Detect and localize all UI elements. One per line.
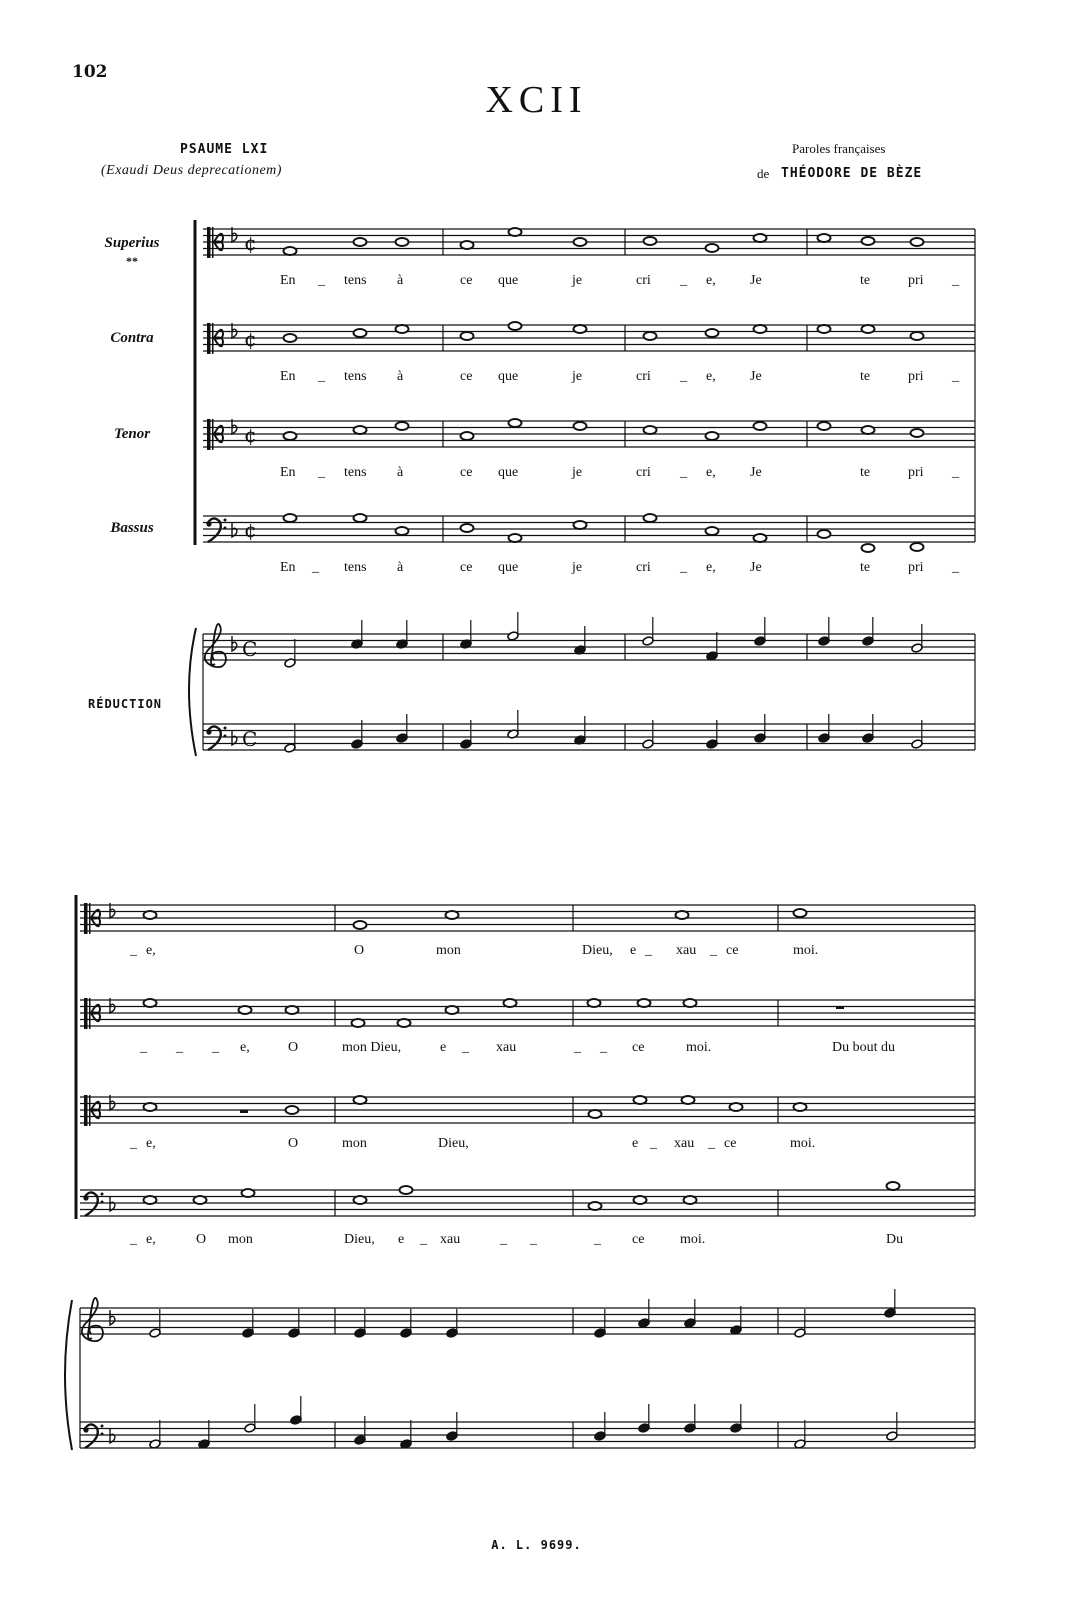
syllable: _ bbox=[680, 369, 687, 384]
whole-note bbox=[354, 514, 367, 522]
flat-icon bbox=[110, 1310, 115, 1325]
syllable: e, bbox=[146, 1232, 156, 1247]
whole-note bbox=[684, 1196, 697, 1204]
syllable: _ bbox=[500, 1232, 507, 1247]
syllable: _ bbox=[952, 369, 959, 384]
c-clef-icon bbox=[207, 419, 223, 450]
credit-line: Paroles françaises bbox=[792, 141, 886, 156]
whole-note bbox=[754, 534, 767, 542]
whole-note bbox=[354, 238, 367, 246]
whole-note bbox=[862, 544, 875, 552]
syllable: ce bbox=[460, 369, 473, 384]
whole-note bbox=[461, 332, 474, 340]
whole-note bbox=[730, 1103, 743, 1111]
whole-note bbox=[634, 1096, 647, 1104]
syllable: Je bbox=[750, 465, 762, 480]
reduction-label: RÉDUCTION bbox=[88, 697, 163, 711]
cut-time-icon: ¢ bbox=[244, 423, 257, 447]
syllable: te bbox=[860, 273, 871, 288]
whole-note bbox=[354, 921, 367, 929]
syllable: xau bbox=[440, 1232, 461, 1247]
whole-note bbox=[684, 999, 697, 1007]
c-clef-icon bbox=[84, 1095, 100, 1126]
syllable: _ bbox=[312, 560, 319, 575]
syllable: cri bbox=[636, 465, 651, 480]
whole-note bbox=[638, 999, 651, 1007]
whole-note bbox=[286, 1006, 299, 1014]
rest-icon bbox=[240, 1110, 248, 1113]
syllable: cri bbox=[636, 560, 651, 575]
whole-note bbox=[911, 332, 924, 340]
syllable: Du bout du bbox=[832, 1040, 895, 1055]
whole-note bbox=[644, 514, 657, 522]
whole-note bbox=[574, 325, 587, 333]
whole-note bbox=[818, 422, 831, 430]
whole-note bbox=[509, 534, 522, 542]
syllable: Je bbox=[750, 369, 762, 384]
syllable: ce bbox=[460, 273, 473, 288]
whole-note bbox=[509, 228, 522, 236]
whole-note bbox=[396, 422, 409, 430]
syllable: e, bbox=[706, 465, 716, 480]
whole-note bbox=[396, 238, 409, 246]
c-clef-icon bbox=[207, 323, 223, 354]
whole-note bbox=[911, 429, 924, 437]
syllable: _ bbox=[462, 1040, 469, 1055]
syllable: xau bbox=[674, 1136, 695, 1151]
whole-note bbox=[284, 514, 297, 522]
syllable: _ bbox=[530, 1232, 537, 1247]
whole-note bbox=[446, 911, 459, 919]
syllable: Dieu, bbox=[582, 943, 613, 958]
syllable: O bbox=[354, 943, 365, 958]
whole-note bbox=[911, 238, 924, 246]
whole-note bbox=[446, 1006, 459, 1014]
brace-icon bbox=[65, 1300, 72, 1450]
rest-icon bbox=[836, 1006, 844, 1009]
whole-note bbox=[574, 238, 587, 246]
whole-note bbox=[682, 1096, 695, 1104]
whole-note bbox=[144, 1196, 157, 1204]
syllable: _ bbox=[645, 943, 652, 958]
whole-note bbox=[676, 911, 689, 919]
whole-note bbox=[461, 524, 474, 532]
syllable: e bbox=[630, 943, 637, 958]
syllable: Je bbox=[750, 560, 762, 575]
whole-note bbox=[706, 432, 719, 440]
common-time-icon: C bbox=[242, 727, 258, 751]
whole-note bbox=[862, 426, 875, 434]
syllable: _ bbox=[212, 1040, 219, 1055]
syllable: _ bbox=[680, 560, 687, 575]
syllable: tens bbox=[344, 465, 367, 480]
piece-title: XCII bbox=[485, 79, 588, 121]
whole-note bbox=[589, 1202, 602, 1210]
syllable: que bbox=[498, 369, 519, 384]
syllable: cri bbox=[636, 273, 651, 288]
whole-note bbox=[509, 322, 522, 330]
syllable: e, bbox=[706, 560, 716, 575]
syllable: e, bbox=[706, 273, 716, 288]
whole-note bbox=[754, 325, 767, 333]
whole-note bbox=[706, 329, 719, 337]
syllable: _ bbox=[130, 943, 137, 958]
syllable: ce bbox=[726, 943, 739, 958]
syllable: e bbox=[398, 1232, 405, 1247]
voice-label-tenor: Tenor bbox=[113, 426, 151, 442]
syllable: tens bbox=[344, 273, 367, 288]
cut-time-icon: ¢ bbox=[244, 518, 257, 542]
whole-note bbox=[574, 422, 587, 430]
brace-icon bbox=[189, 628, 196, 756]
syllable: _ bbox=[420, 1232, 427, 1247]
whole-note bbox=[862, 237, 875, 245]
whole-note bbox=[504, 999, 517, 1007]
syllable: que bbox=[498, 560, 519, 575]
syllable: pri bbox=[908, 465, 924, 480]
syllable: tens bbox=[344, 369, 367, 384]
whole-note bbox=[644, 332, 657, 340]
syllable: à bbox=[397, 560, 404, 575]
syllable: _ bbox=[140, 1040, 147, 1055]
syllable: _ bbox=[680, 273, 687, 288]
syllable: je bbox=[572, 369, 583, 384]
voice-label-bassus: Bassus bbox=[110, 520, 154, 536]
syllable: En bbox=[280, 369, 296, 384]
whole-note bbox=[398, 1019, 411, 1027]
syllable: moi. bbox=[680, 1232, 706, 1247]
c-clef-icon bbox=[207, 227, 223, 258]
syllable: à bbox=[397, 465, 404, 480]
syllable: mon bbox=[342, 1136, 367, 1151]
cut-time-icon: ¢ bbox=[244, 231, 257, 255]
whole-note bbox=[706, 244, 719, 252]
whole-note bbox=[144, 999, 157, 1007]
syllable: te bbox=[860, 560, 871, 575]
syllable: ce bbox=[724, 1136, 737, 1151]
whole-note bbox=[818, 325, 831, 333]
common-time-icon: C bbox=[242, 637, 258, 661]
syllable: e, bbox=[706, 369, 716, 384]
syllable: mon bbox=[228, 1232, 253, 1247]
syllable: _ bbox=[318, 273, 325, 288]
syllable: moi. bbox=[686, 1040, 712, 1055]
latin-incipit: (Exaudi Deus deprecationem) bbox=[101, 163, 282, 178]
syllable: te bbox=[860, 369, 871, 384]
whole-note bbox=[644, 237, 657, 245]
syllable: que bbox=[498, 273, 519, 288]
whole-note bbox=[509, 419, 522, 427]
whole-note bbox=[818, 530, 831, 538]
publisher-plate: A. L. 9699. bbox=[491, 1538, 582, 1552]
whole-note bbox=[400, 1186, 413, 1194]
whole-note bbox=[461, 241, 474, 249]
whole-note bbox=[911, 543, 924, 551]
syllable: _ bbox=[318, 369, 325, 384]
syllable: Je bbox=[750, 273, 762, 288]
c-clef-icon bbox=[84, 998, 100, 1029]
syllable: _ bbox=[318, 465, 325, 480]
whole-note bbox=[574, 521, 587, 529]
syllable: pri bbox=[908, 369, 924, 384]
whole-note bbox=[706, 527, 719, 535]
whole-note bbox=[862, 325, 875, 333]
syllable: je bbox=[572, 465, 583, 480]
voice-label-superius: Superius bbox=[104, 235, 160, 251]
syllable: mon bbox=[436, 943, 461, 958]
syllable: En bbox=[280, 273, 296, 288]
syllable: Dieu, bbox=[438, 1136, 469, 1151]
whole-note bbox=[239, 1006, 252, 1014]
whole-note bbox=[354, 426, 367, 434]
whole-note bbox=[794, 1103, 807, 1111]
syllable: e bbox=[440, 1040, 447, 1055]
credit-author: THÉODORE DE BÈZE bbox=[781, 166, 923, 181]
syllable: e, bbox=[146, 1136, 156, 1151]
syllable: xau bbox=[496, 1040, 517, 1055]
syllable: ce bbox=[460, 465, 473, 480]
syllable: moi. bbox=[790, 1136, 816, 1151]
syllable: Dieu, bbox=[344, 1232, 375, 1247]
cut-time-icon: ¢ bbox=[244, 327, 257, 351]
whole-note bbox=[754, 234, 767, 242]
credit-de: de bbox=[757, 166, 770, 181]
syllable: _ bbox=[952, 465, 959, 480]
syllable: ce bbox=[632, 1232, 645, 1247]
syllable: _ bbox=[952, 560, 959, 575]
whole-note bbox=[644, 426, 657, 434]
syllable: pri bbox=[908, 273, 924, 288]
whole-note bbox=[589, 1110, 602, 1118]
syllable: xau bbox=[676, 943, 697, 958]
whole-note bbox=[284, 432, 297, 440]
syllable: à bbox=[397, 369, 404, 384]
whole-note bbox=[194, 1196, 207, 1204]
syllable: pri bbox=[908, 560, 924, 575]
voice-mark: ** bbox=[126, 254, 138, 268]
syllable: _ bbox=[574, 1040, 581, 1055]
syllable: je bbox=[572, 560, 583, 575]
whole-note bbox=[396, 527, 409, 535]
page-number: 102 bbox=[72, 62, 108, 82]
whole-note bbox=[284, 247, 297, 255]
syllable: _ bbox=[708, 1136, 715, 1151]
flat-icon bbox=[232, 636, 237, 651]
syllable: ce bbox=[632, 1040, 645, 1055]
whole-note bbox=[818, 234, 831, 242]
whole-note bbox=[354, 329, 367, 337]
syllable: _ bbox=[600, 1040, 607, 1055]
syllable: O bbox=[196, 1232, 207, 1247]
syllable: _ bbox=[594, 1232, 601, 1247]
syllable: e, bbox=[146, 943, 156, 958]
whole-note bbox=[284, 334, 297, 342]
psalm-number: PSAUME LXI bbox=[180, 142, 269, 157]
syllable: e bbox=[632, 1136, 639, 1151]
whole-note bbox=[461, 432, 474, 440]
whole-note bbox=[354, 1196, 367, 1204]
whole-note bbox=[887, 1182, 900, 1190]
syllable: à bbox=[397, 273, 404, 288]
syllable: _ bbox=[952, 273, 959, 288]
whole-note bbox=[352, 1019, 365, 1027]
g-clef-icon bbox=[205, 624, 226, 667]
syllable: _ bbox=[176, 1040, 183, 1055]
whole-note bbox=[794, 909, 807, 917]
g-clef-icon bbox=[82, 1298, 103, 1341]
voice-label-contra: Contra bbox=[110, 330, 154, 346]
whole-note bbox=[144, 1103, 157, 1111]
syllable: O bbox=[288, 1136, 299, 1151]
syllable: ce bbox=[460, 560, 473, 575]
syllable: _ bbox=[680, 465, 687, 480]
whole-note bbox=[144, 911, 157, 919]
whole-note bbox=[588, 999, 601, 1007]
syllable: Du bbox=[886, 1232, 904, 1247]
syllable: En bbox=[280, 560, 296, 575]
whole-note bbox=[242, 1189, 255, 1197]
syllable: En bbox=[280, 465, 296, 480]
syllable: je bbox=[572, 273, 583, 288]
syllable: cri bbox=[636, 369, 651, 384]
syllable: te bbox=[860, 465, 871, 480]
syllable: _ bbox=[130, 1232, 137, 1247]
syllable: tens bbox=[344, 560, 367, 575]
syllable: O bbox=[288, 1040, 299, 1055]
whole-note bbox=[396, 325, 409, 333]
syllable: _ bbox=[130, 1136, 137, 1151]
whole-note bbox=[754, 422, 767, 430]
syllable: _ bbox=[710, 943, 717, 958]
syllable: moi. bbox=[793, 943, 819, 958]
c-clef-icon bbox=[84, 903, 100, 934]
syllable: e, bbox=[240, 1040, 250, 1055]
whole-note bbox=[354, 1096, 367, 1104]
syllable: _ bbox=[650, 1136, 657, 1151]
whole-note bbox=[634, 1196, 647, 1204]
syllable: que bbox=[498, 465, 519, 480]
whole-note bbox=[286, 1106, 299, 1114]
syllable: mon Dieu, bbox=[342, 1040, 402, 1055]
